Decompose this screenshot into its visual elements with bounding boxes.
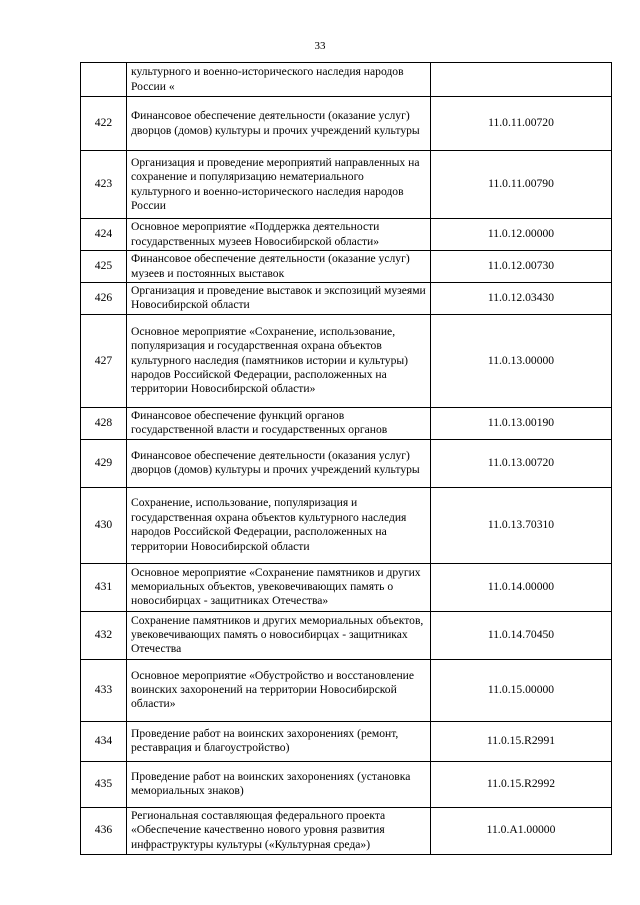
row-name: Организация и проведение мероприятий направленных на сохранение и популяризацию нематериального культурного и военно-исторического наследия народов России: [127, 151, 431, 219]
table-row: [81, 63, 612, 97]
row-number: 428: [81, 407, 127, 439]
row-name: культурного и военно-исторического наследия народов России «: [127, 63, 431, 97]
row-code: [431, 63, 612, 97]
table-row: [81, 97, 612, 151]
row-name: Проведение работ на воинских захоронениях (ремонт, реставрация и благоустройство): [127, 721, 431, 761]
table-row: [81, 283, 612, 315]
row-name: Основное мероприятие «Сохранение, использование, популяризация и государственная охрана объектов культурного наследия (памятников истории и культуры) народов Российской Федерации, расположенных на территории Новосибирской области»: [127, 314, 431, 407]
row-name: Основное мероприятие «Обустройство и восстановление воинских захоронений на территории Новосибирской области»: [127, 659, 431, 721]
table-row: [81, 659, 612, 721]
table-row: [81, 314, 612, 407]
row-number: 424: [81, 219, 127, 251]
row-name: Сохранение памятников и других мемориальных объектов, увековечивающих память о новосибирцах - защитниках Отечества: [127, 611, 431, 659]
row-code: 11.0.A1.00000: [431, 807, 612, 854]
row-code: 11.0.13.00000: [431, 314, 612, 407]
row-name: Проведение работ на воинских захоронениях (установка мемориальных знаков): [127, 761, 431, 807]
table-row: [81, 807, 612, 854]
table-row: [81, 721, 612, 761]
table-row: [81, 761, 612, 807]
row-number: 423: [81, 151, 127, 219]
row-code: 11.0.15.00000: [431, 659, 612, 721]
row-code: 11.0.12.03430: [431, 283, 612, 315]
row-code: 11.0.12.00000: [431, 219, 612, 251]
table-row: [81, 439, 612, 487]
row-code: 11.0.14.70450: [431, 611, 612, 659]
row-name: Основное мероприятие «Поддержка деятельности государственных музеев Новосибирской области»: [127, 219, 431, 251]
row-name: Региональная составляющая федерального проекта «Обеспечение качественно нового уровня развития инфраструктуры культуры («Культурная среда»): [127, 807, 431, 854]
row-name: Финансовое обеспечение деятельности (оказания услуг) дворцов (домов) культуры и прочих учреждений культуры: [127, 439, 431, 487]
row-name: Финансовое обеспечение деятельности (оказание услуг) музеев и постоянных выставок: [127, 251, 431, 283]
row-number: 436: [81, 807, 127, 854]
row-number: [81, 63, 127, 97]
row-number: 435: [81, 761, 127, 807]
table-row: [81, 563, 612, 611]
row-name: Финансовое обеспечение деятельности (оказание услуг) дворцов (домов) культуры и прочих учреждений культуры: [127, 97, 431, 151]
row-name: Финансовое обеспечение функций органов государственной власти и государственных органов: [127, 407, 431, 439]
row-code: 11.0.11.00720: [431, 97, 612, 151]
row-code: 11.0.15.R2991: [431, 721, 612, 761]
row-code: 11.0.13.00190: [431, 407, 612, 439]
row-code: 11.0.11.00790: [431, 151, 612, 219]
row-number: 430: [81, 487, 127, 563]
row-number: 425: [81, 251, 127, 283]
row-name: Организация и проведение выставок и экспозиций музеями Новосибирской области: [127, 283, 431, 315]
table-row: [81, 611, 612, 659]
row-code: 11.0.13.00720: [431, 439, 612, 487]
table-row: [81, 219, 612, 251]
row-number: 422: [81, 97, 127, 151]
row-number: 431: [81, 563, 127, 611]
row-number: 432: [81, 611, 127, 659]
row-name: Основное мероприятие «Сохранение памятников и других мемориальных объектов, увековечивающих память о новосибирцах - защитниках Отечества»: [127, 563, 431, 611]
row-number: 426: [81, 283, 127, 315]
table-row: [81, 407, 612, 439]
page-number: 33: [314, 40, 326, 52]
row-number: 429: [81, 439, 127, 487]
row-name: Сохранение, использование, популяризация и государственная охрана объектов культурного наследия народов Российской Федерации, расположенных на территории Новосибирской области: [127, 487, 431, 563]
table-row: [81, 151, 612, 219]
row-number: 434: [81, 721, 127, 761]
row-code: 11.0.13.70310: [431, 487, 612, 563]
row-code: 11.0.14.00000: [431, 563, 612, 611]
budget-codes-table: [80, 62, 612, 855]
row-number: 433: [81, 659, 127, 721]
row-number: 427: [81, 314, 127, 407]
row-code: 11.0.15.R2992: [431, 761, 612, 807]
table-row: [81, 251, 612, 283]
table-row: [81, 487, 612, 563]
row-code: 11.0.12.00730: [431, 251, 612, 283]
